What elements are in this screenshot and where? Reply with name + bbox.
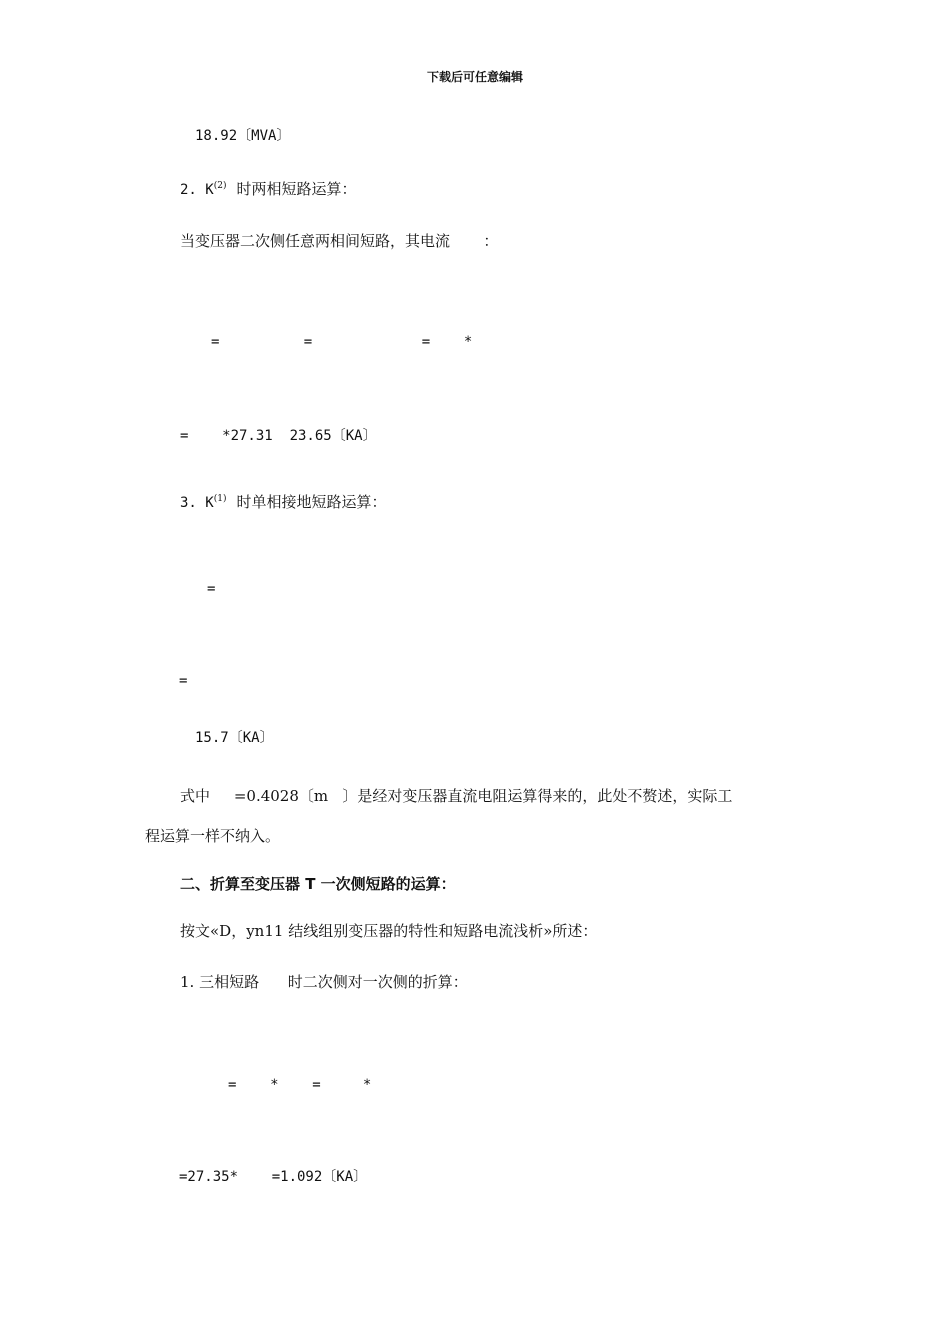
page-header: 下载后可任意编辑	[426, 70, 523, 84]
item-label: 2. K	[180, 182, 214, 198]
formula-line: = * = *	[228, 1077, 372, 1093]
item-label: 3. K	[180, 495, 214, 511]
formula-line: =	[207, 581, 216, 597]
formula-line: = = = *	[211, 334, 473, 350]
item-three-phase: 1. 三相短路 时二次侧对一次侧的折算：	[180, 973, 468, 991]
formula-result: = *27.31 23.65〔KA〕	[180, 428, 377, 444]
formula-result: =27.35* =1.092〔KA〕	[179, 1169, 368, 1185]
paragraph-note: 式中 =0.4028〔m 〕是经对变压器直流电阻运算得来的，此处不赘述，实际工	[180, 787, 733, 805]
formula-result: 15.7〔KA〕	[195, 730, 274, 746]
paragraph-reference: 按文«D，yn11 结线组别变压器的特性和短路电流浅析»所述：	[180, 922, 598, 940]
superscript: (2)	[213, 181, 227, 191]
heading-text: 时单相接地短路运算：	[236, 493, 387, 511]
result-mva: 18.92〔MVA〕	[195, 128, 291, 144]
section-two-phase-heading	[180, 177, 356, 199]
section-single-phase-heading	[180, 490, 386, 512]
paragraph-note-cont: 程运算一样不纳入。	[145, 827, 281, 845]
section-heading: 二、折算至变压器 T 一次侧短路的运算：	[180, 875, 456, 893]
superscript: (1)	[213, 494, 227, 504]
formula-line: =	[179, 673, 188, 689]
paragraph-current: 当变压器二次侧任意两相间短路，其电流 ：	[180, 232, 499, 250]
heading-text: 时两相短路运算：	[236, 180, 357, 198]
